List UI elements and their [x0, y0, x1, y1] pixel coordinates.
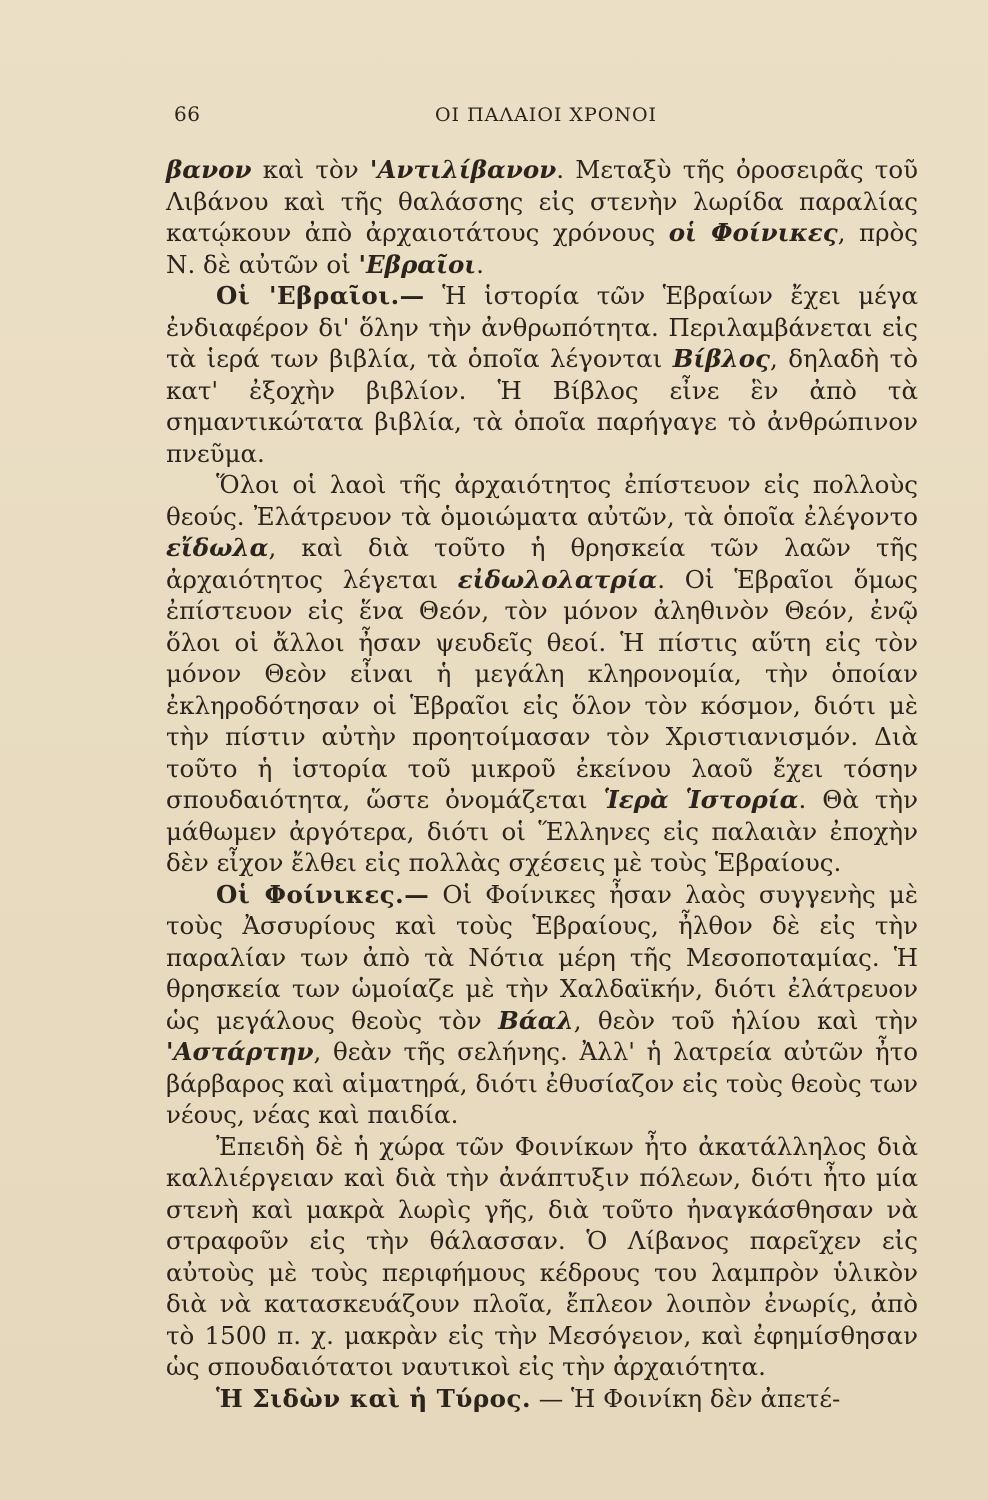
paragraph-text: , δηλαδὴ τὸ κατ' ἐξοχὴν βιβλίον. Ἡ Βίβλος εἶνε ἓν ἀπὸ τὰ σημαντικώτατα βιβλία, τὰ ὁποῖα παρήγαγε τὸ ἀνθρώπινον πνεῦμα.	[166, 344, 918, 468]
page-number: 66	[174, 102, 201, 126]
running-title: ΟΙ ΠΑΛΑΙΟΙ ΧΡΟΝΟΙ	[434, 104, 658, 126]
emphasis-term: εἰδωλολατρία	[457, 564, 658, 594]
emphasis-term: Βάαλ	[498, 1005, 574, 1035]
emphasis-term: 'Αντιλίβανον	[369, 155, 557, 184]
paragraph-text: , θεὰν τῆς σελήνης. Ἀλλ' ἡ λατρεία αὐτῶν ἦτο βάρβαρος καὶ αἱματηρά, διότι ἐθυσίαζον εἰς τοὺς θεοὺς των νέους, νέας καὶ παιδία.	[166, 1037, 918, 1129]
body-text	[166, 154, 918, 1414]
paragraph-text: .	[476, 249, 484, 279]
paragraph-phoenicians	[166, 879, 918, 1131]
section-heading: Οἱ Φοίνικες.—	[216, 879, 430, 909]
emphasis-term: 'Εβραῖοι	[358, 249, 477, 279]
paragraph-text: Ἡ ἱστορία τῶν Ἑβραίων ἔχει μέγα ἐνδιαφέρον δι' ὅλην τὴν ἀνθρωπότητα. Περιλαμβάνεται εἰς τὰ ἱερά των βιβλία, τὰ ὁποῖα λέγονται	[166, 281, 918, 373]
paragraph-text: . Οἱ Ἑβραῖοι ὅμως ἐπίστευον εἰς ἕνα Θεόν, τὸν μόνον ἀληθινὸν Θεόν, ἐνῷ ὅλοι οἱ ἄλλοι ἦσαν ψευδεῖς θεοί. Ἡ πίστις αὕτη εἰς τὸν μόνον Θεὸν εἶναι ἡ μεγάλη κληρονομία, τὴν ὁποίαν ἐκληροδότησαν οἱ Ἑβραῖοι εἰς ὅλον τὸν κόσμον, διότι μὲ τὴν πίστιν αὐτὴν προητοίμασαν τὸν Χριστιανισμόν. Διὰ τοῦτο ἡ ἱστορία τοῦ μικροῦ ἐκείνου λαοῦ ἔχει τόσην σπουδαιότητα, ὥστε ὀνομάζεται	[166, 564, 919, 814]
paragraph-text: . Μεταξὺ τῆς ὀροσειρᾶς τοῦ Λιβάνου καὶ τῆς θαλάσσης εἰς στενὴν λωρίδα παραλίας κατῴκουν ἀπὸ ἀρχαιοτάτους χρόνους	[166, 155, 919, 247]
emphasis-term: εἴδωλα	[166, 533, 269, 562]
paragraph-text: Ὅλοι οἱ λαοὶ τῆς ἀρχαιότητος ἐπίστευον εἰς πολλοὺς θεούς. Ἐλάτρευον τὰ ὁμοιώματα αὐτῶν, τὰ ὁποῖα ἐλέγοντο	[166, 470, 918, 531]
paragraph-hebrews	[166, 280, 918, 469]
emphasis-term: Βίβλος	[672, 344, 770, 373]
paragraph-text: καὶ τὸν	[251, 155, 370, 184]
paragraph-text: Ἐπειδὴ δὲ ἡ χώρα τῶν Φοινίκων ἦτο ἀκατάλληλος διὰ καλλιέργειαν καὶ διὰ τὴν ἀνάπτυξιν πόλεων, διότι ἦτο μία στενὴ καὶ μακρὰ λωρὶς γῆς, διὰ τοῦτο ἠναγκάσθησαν νὰ στραφοῦν εἰς τὴν θάλασσαν. Ὁ Λίβανος παρεῖχεν εἰς αὐτοὺς μὲ τοὺς περιφήμους κέδρους του λαμπρὸν ὑλικὸν διὰ νὰ κατασκευάζουν πλοῖα, ἔπλεον λοιπὸν ἐνωρίς, ἀπὸ τὸ 1500 π. χ. μακρὰν εἰς τὴν Μεσόγειον, καὶ ἐφημίσθησαν ὡς σπουδαιότατοι ναυτικοὶ εἰς τὴν ἀρχαιότητα.	[166, 1131, 918, 1381]
emphasis-term: βανον	[166, 155, 252, 184]
paragraph-text: Οἱ Φοίνικες ἦσαν λαὸς συγγενὴς μὲ τοὺς Ἀσσυρίους καὶ τοὺς Ἑβραίους, ἦλθον δὲ εἰς τὴν παραλίαν των ἀπὸ τὰ Νότια μέρη τῆς Μεσοποταμίας. Ἡ θρησκεία των ὡμοίαζε μὲ τὴν Χαλδαϊκήν, διότι ἐλάτρευον ὡς μεγάλους θεοὺς τὸν	[166, 879, 918, 1035]
page-header	[174, 102, 918, 132]
emphasis-term: Ἱερὰ Ἱστορία	[603, 785, 799, 814]
paragraph-text: , θεὸν τοῦ ἡλίου καὶ τὴν	[573, 1005, 918, 1035]
paragraph-lebanon	[166, 154, 918, 280]
paragraph-sidon-tyre	[166, 1383, 918, 1415]
paragraph-text: , πρὸς Ν. δὲ αὐτῶν οἱ	[166, 218, 919, 279]
emphasis-term: 'Αστάρτην	[166, 1037, 314, 1066]
section-heading: Ἡ Σιδὼν καὶ ἡ Τύρος.	[216, 1383, 531, 1413]
paragraph-text: , καὶ διὰ τοῦτο ἡ θρησκεία τῶν λαῶν τῆς ἀρχαιότητος λέγεται	[166, 533, 918, 594]
paragraph-seafaring	[166, 1131, 918, 1383]
paragraph-idolatry	[166, 469, 918, 879]
paragraph-text: — Ἡ Φοινίκη δὲν ἀπετέ-	[530, 1383, 841, 1413]
section-heading: Οἱ 'Εβραῖοι.—	[216, 281, 425, 310]
paragraph-text: . Θὰ τὴν μάθωμεν ἀργότερα, διότι οἱ Ἕλληνες εἰς παλαιὰν ἐποχὴν δὲν εἶχον ἔλθει εἰς πολλὰς σχέσεις μὲ τοὺς Ἑβραίους.	[166, 785, 918, 877]
emphasis-term: οἱ Φοίνικες	[668, 218, 838, 247]
